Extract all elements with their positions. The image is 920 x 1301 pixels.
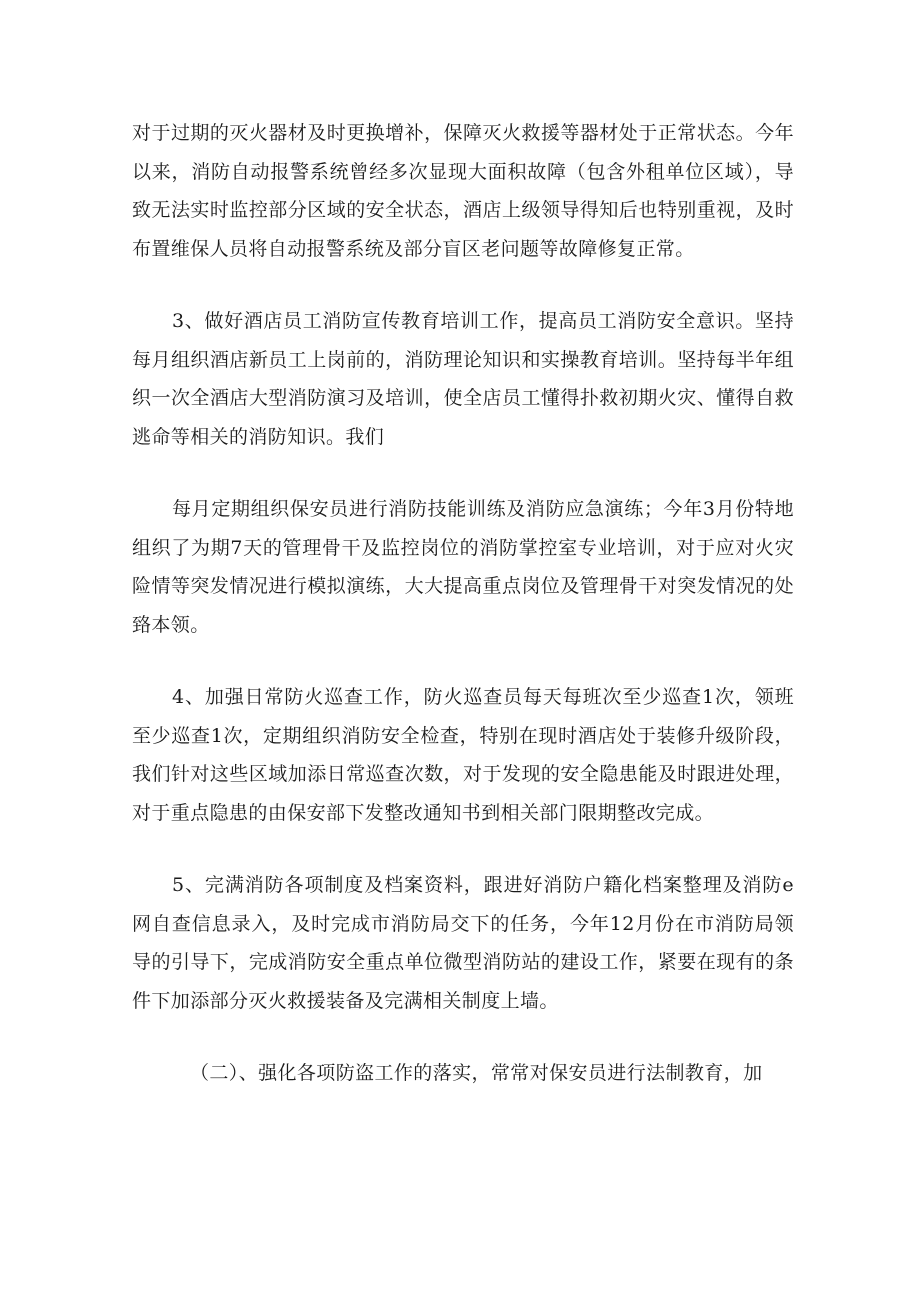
paragraph-staff-training: 3、做好酒店员工消防宣传教育培训工作，提高员工消防安全意识。坚持每月组织酒店新员工上岗前的，消防理论知识和实操教育培训。坚持每半年组织一次全酒店大型消防演习及培训，使全店员工懂得扑救初期火灾、懂得自救逃命等相关的消防知识。我们 (132, 310, 794, 448)
paragraph-theft-prevention: （二）、强化各项防盗工作的落实，常常对保安员进行法制教育，加 (190, 1062, 763, 1084)
paragraph-security-drills: 每月定期组织保安员进行消防技能训练及消防应急演练；今年3月份特地组织了为期7天的管理骨干及监控岗位的消防掌控室专业培训，对于应对火灾险情等突发情况进行模拟演练，大大提高重点岗位及管理骨干对突发情况的处臵本领。 (132, 498, 794, 636)
paragraph-fire-records: 5、完满消防各项制度及档案资料，跟进好消防户籍化档案整理及消防e网自查信息录入，及时完成市消防局交下的任务，今年12月份在市消防局领导的引导下，完成消防安全重点单位微型消防站的建设工作，紧要在现有的条件下加添部分灭火救援装备及完满相关制度上墙。 (132, 874, 794, 1012)
document-body (132, 114, 794, 1127)
paragraph-fire-patrol: 4、加强日常防火巡查工作，防火巡查员每天每班次至少巡查1次，领班至少巡查1次，定期组织消防安全检查，特别在现时酒店处于装修升级阶段，我们针对这些区域加添日常巡查次数，对于发现的安全隐患能及时跟进处理，对于重点隐患的由保安部下发整改通知书到相关部门限期整改完成。 (132, 686, 794, 824)
paragraph-equipment-maintenance: 对于过期的灭火器材及时更换增补，保障灭火救援等器材处于正常状态。今年以来，消防自动报警系统曾经多次显现大面积故障（包含外租单位区域），导致无法实时监控部分区域的安全状态，酒店上级领导得知后也特别重视，及时布置维保人员将自动报警系统及部分盲区老问题等故障修复正常。 (132, 122, 794, 260)
